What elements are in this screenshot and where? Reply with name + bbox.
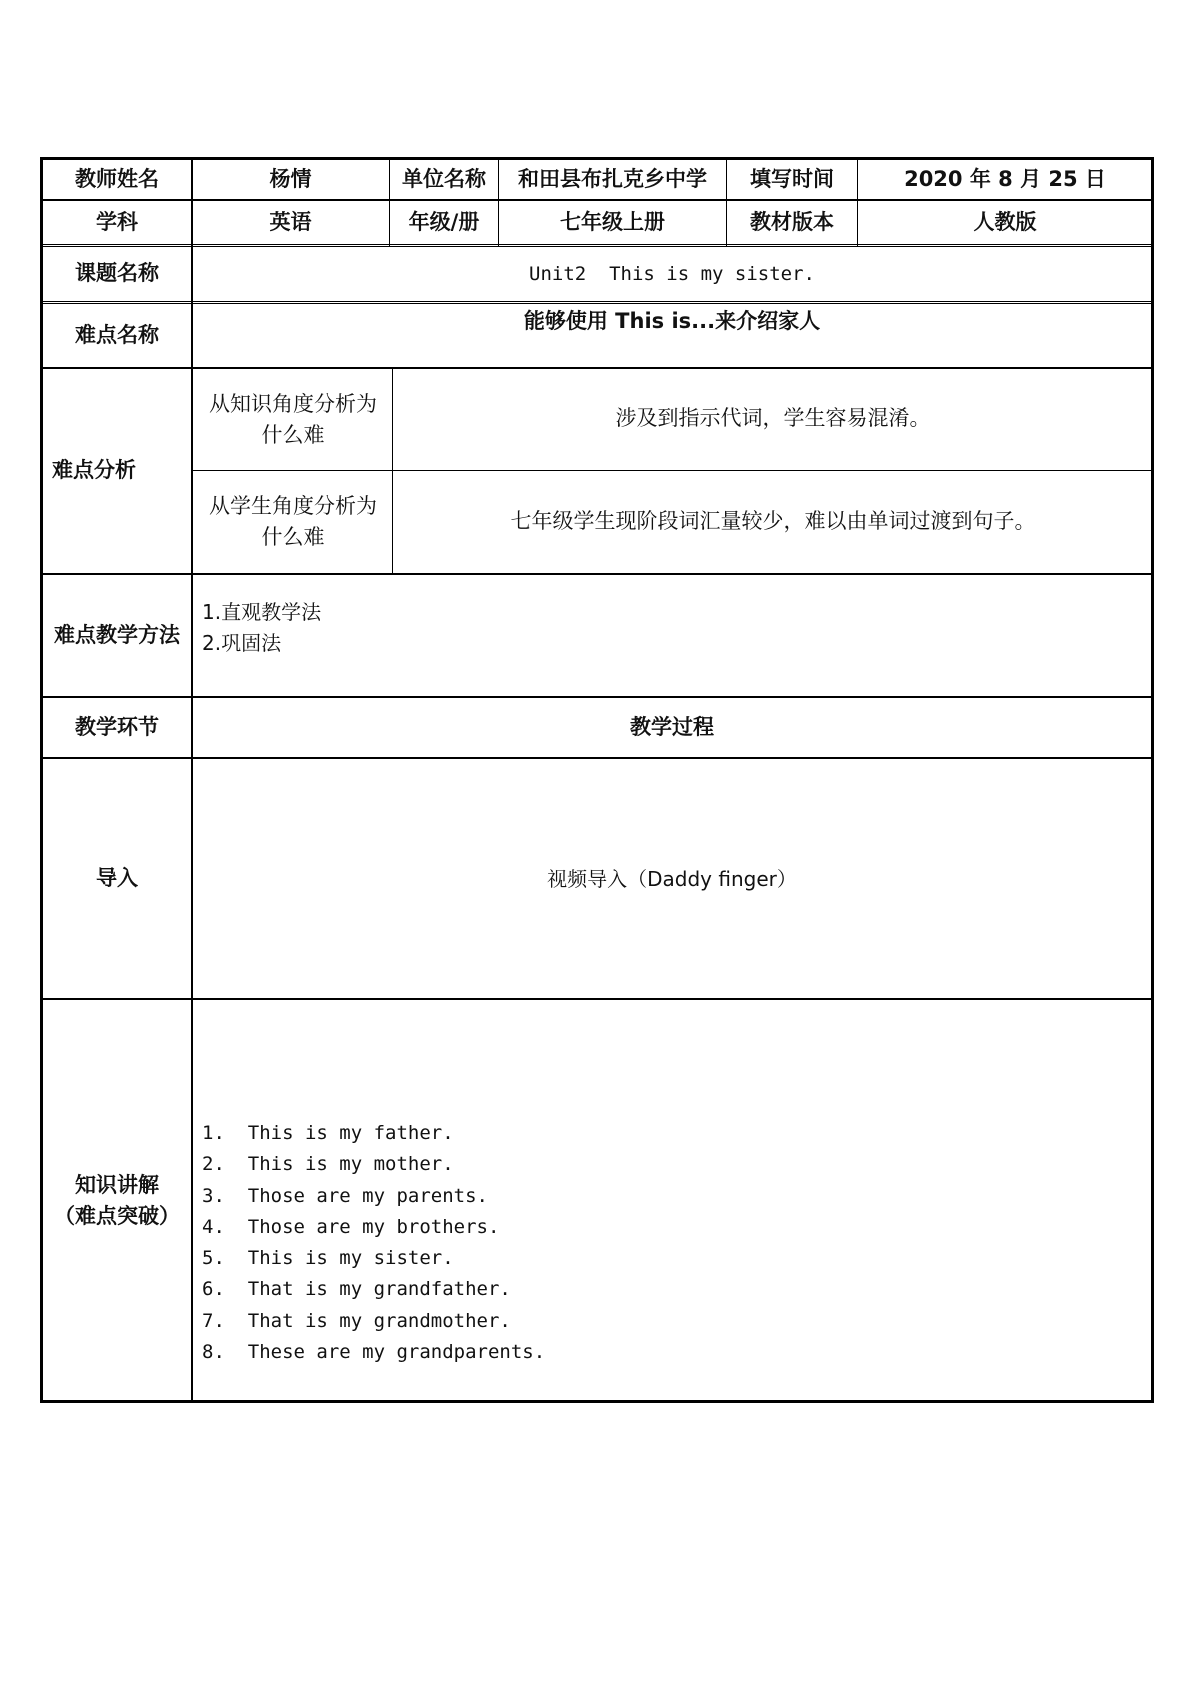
list-item: 7. That is my grandmother.: [202, 1309, 511, 1332]
list-item: 6. That is my grandfather.: [202, 1278, 511, 1301]
list-item: 8. These are my grandparents.: [202, 1341, 546, 1364]
difficulty-value: 能够使用 This is...来介绍家人: [523, 309, 821, 334]
fill-time-label: 填写时间: [750, 166, 834, 191]
edition-label: 教材版本: [750, 209, 834, 234]
edition-value: 人教版: [973, 209, 1037, 234]
row-divider: [41, 573, 1153, 575]
method-item: 1.直观教学法: [202, 600, 322, 624]
list-item: 5. This is my sister.: [202, 1247, 454, 1270]
methods-label: 难点教学方法: [54, 622, 180, 647]
method-item: 2.巩固法: [202, 631, 282, 655]
unit-name-value: 和田县布扎克乡中学: [518, 166, 707, 191]
knowledge-label-line1: 知识讲解: [75, 1173, 159, 1198]
fill-time-value: 2020 年 8 月 25 日: [904, 166, 1106, 191]
grade-value: 七年级上册: [560, 209, 665, 234]
sentence-list: [202, 1118, 545, 1368]
teaching-process-header: 教学过程: [630, 714, 714, 739]
list-item: 1. This is my father.: [202, 1122, 454, 1144]
unit-name-label: 单位名称: [402, 166, 486, 191]
intro-label: 导入: [96, 865, 138, 890]
grade-label: 年级/册: [408, 209, 480, 234]
knowledge-angle-value: 涉及到指示代词，学生容易混淆。: [615, 406, 931, 431]
knowledge-angle-label: 从知识角度分析为什么难: [209, 391, 377, 447]
knowledge-label-line2: （难点突破）: [54, 1203, 180, 1228]
list-item: 3. Those are my parents.: [202, 1184, 488, 1207]
teaching-stage-header: 教学环节: [75, 714, 159, 739]
list-item: 4. Those are my brothers.: [202, 1215, 500, 1238]
list-item: 2. This is my mother.: [202, 1153, 454, 1176]
knowledge-label: [43, 1000, 191, 1401]
intro-text: 视频导入（Daddy finger）: [547, 866, 797, 891]
analysis-label: 难点分析: [52, 457, 136, 482]
row-divider: [41, 998, 1153, 1000]
topic-label: 课题名称: [75, 261, 159, 286]
subject-label: 学科: [96, 209, 138, 234]
methods-list: [202, 597, 321, 659]
student-angle-value: 七年级学生现阶段词汇量较少，难以由单词过渡到句子。: [510, 509, 1036, 534]
difficulty-label: 难点名称: [75, 322, 159, 347]
topic-value: Unit2 This is my sister.: [529, 262, 815, 285]
student-angle-label: 从学生角度分析为什么难: [209, 493, 377, 549]
teacher-name-label: 教师姓名: [75, 166, 159, 191]
subject-value: 英语: [269, 209, 312, 234]
intro-value: [192, 759, 1152, 998]
teacher-name-value: 杨情: [269, 166, 312, 191]
row-divider: [192, 470, 390, 471]
